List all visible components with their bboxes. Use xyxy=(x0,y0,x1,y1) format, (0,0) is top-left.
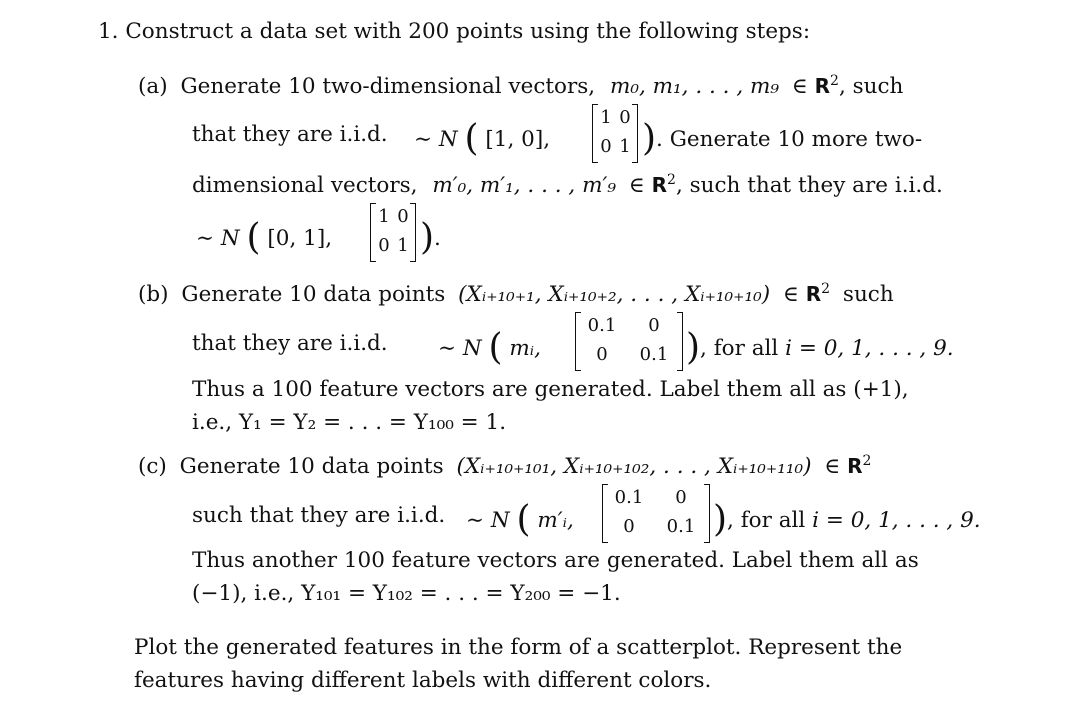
matrix-cell: 0.1 xyxy=(614,487,644,508)
part-c-label: (c) xyxy=(138,454,167,479)
part-a-label: (a) xyxy=(138,74,168,99)
part-a-l1-in: ∈ xyxy=(791,74,808,99)
matrix-cell: 0 xyxy=(600,136,612,157)
part-c-mean: m′ᵢ, xyxy=(537,508,574,533)
bracket-right xyxy=(677,312,683,371)
problem-header xyxy=(98,18,810,46)
matrix-cell: 1 xyxy=(600,107,612,128)
part-a-l2-text: that they are i.i.d. xyxy=(192,122,388,147)
part-a-l3-vars: m′₀, m′₁, . . . , m′₉ xyxy=(432,173,616,198)
matrix-cell: 1 xyxy=(378,206,390,227)
part-a-l1-vars: m₀, m₁, . . . , m₉ xyxy=(609,74,780,99)
part-c-l2-tail xyxy=(713,499,981,540)
matrix-cell: 0.1 xyxy=(666,516,696,537)
matrix-cell: 0 xyxy=(378,235,390,256)
real-space-symbol: R xyxy=(651,173,668,197)
bracket-left xyxy=(370,203,376,262)
problem-intro: Construct a data set with 200 points using the following steps: xyxy=(125,19,811,44)
part-a-line-3: dimensional vectors, m′₀, m′₁, . . . , m′₉ ∈ $R^2$, such that they are i.i.d. xyxy=(192,172,943,198)
matrix-cell: 0 xyxy=(648,315,660,336)
part-b-label: (b) xyxy=(138,282,169,307)
part-c-l3: Thus another 100 feature vectors are generated. Label them all as xyxy=(192,548,919,573)
part-c-dist xyxy=(466,499,574,540)
normal-dist-symbol: ∼ N xyxy=(438,336,482,361)
part-c-l1-tuple: (Xᵢ₊₁₀₊₁₀₁, Xᵢ₊₁₀₊₁₀₂, . . . , Xᵢ₊₁₀₊₁₁₀) xyxy=(456,454,812,479)
open-paren: ( xyxy=(488,327,503,368)
close-paren: ) xyxy=(686,327,701,368)
part-b-l1-tuple: (Xᵢ₊₁₀₊₁, Xᵢ₊₁₀₊₂, . . . , Xᵢ₊₁₀₊₁₀) xyxy=(458,282,771,307)
normal-dist-symbol: ∼ N xyxy=(466,508,510,533)
bracket-right xyxy=(704,484,710,543)
part-c-line-1 xyxy=(138,452,871,481)
dimension-exponent: 2 xyxy=(667,172,676,188)
part-a-l2-tail xyxy=(642,118,923,159)
matrix-cell: 0 xyxy=(619,107,631,128)
matrix-cell: 0 xyxy=(623,516,635,537)
part-a-matrix-1 xyxy=(592,104,638,164)
part-b-l2-range: i = 0, 1, . . . , 9. xyxy=(785,336,954,361)
part-c-l1-text: Generate 10 data points xyxy=(179,454,444,479)
part-a-l1-dim: 2 xyxy=(830,73,839,89)
part-b-l1-text: Generate 10 data points xyxy=(181,282,446,307)
element-of-symbol: ∈ xyxy=(782,282,799,307)
element-of-symbol: ∈ xyxy=(628,173,645,198)
part-a-l2-end: . Generate 10 more two- xyxy=(656,127,923,152)
bracket-right xyxy=(410,203,416,262)
open-paren: ( xyxy=(516,499,531,540)
part-a-dist-2 xyxy=(196,217,333,258)
dimension-exponent: 2 xyxy=(821,281,831,297)
part-a-l1-space: R xyxy=(814,74,831,98)
close-paren: ) xyxy=(420,217,435,258)
part-a-l1-end: , such xyxy=(838,74,904,99)
real-space-symbol: R xyxy=(805,282,822,306)
part-b-l1-end: such xyxy=(842,282,894,307)
normal-dist-symbol: ∼ N xyxy=(414,127,458,152)
part-a-l3-text: dimensional vectors, xyxy=(192,173,418,198)
part-b-l2-text: that they are i.i.d. xyxy=(192,331,388,356)
part-a-matrix-2 xyxy=(370,203,416,263)
part-a-dist-2-close: ). xyxy=(420,217,441,258)
close-paren: ) xyxy=(713,499,728,540)
part-a-l1-text: Generate 10 two-dimensional vectors, xyxy=(180,74,596,99)
normal-dist-symbol: ∼ N xyxy=(196,226,240,251)
real-space-symbol: R xyxy=(847,454,863,478)
part-a-l3-end: such that they are i.i.d. xyxy=(689,173,943,198)
matrix-cell: 0 xyxy=(596,344,608,365)
matrix-cell: 0.1 xyxy=(587,315,617,336)
part-b-l4: i.e., Y₁ = Y₂ = . . . = Y₁₀₀ = 1. xyxy=(192,410,507,435)
matrix-cell: 0 xyxy=(675,487,687,508)
part-c-matrix xyxy=(602,484,710,544)
part-b-line-1 xyxy=(138,280,894,309)
element-of-symbol: ∈ xyxy=(824,454,841,479)
matrix-cell: 1 xyxy=(619,136,631,157)
part-c-l2-text: such that they are i.i.d. xyxy=(192,503,446,528)
part-b-l2-for: , for all xyxy=(700,336,779,361)
open-paren: ( xyxy=(464,118,479,159)
part-a-mean-2: [0, 1], xyxy=(267,226,333,251)
matrix-cell: 0.1 xyxy=(639,344,669,365)
part-c-l4: (−1), i.e., Y₁₀₁ = Y₁₀₂ = . . . = Y₂₀₀ = −1. xyxy=(192,581,621,606)
part-a-line-1 xyxy=(138,72,903,101)
closing-line-1: Plot the generated features in the form of a scatterplot. Represent the xyxy=(134,635,903,660)
part-b-dist xyxy=(438,327,541,368)
part-c-l2-range: i = 0, 1, . . . , 9. xyxy=(812,508,981,533)
closing-line-2: features having different labels with different colors. xyxy=(134,668,712,693)
part-b-matrix xyxy=(575,312,683,372)
part-b-mean: mᵢ, xyxy=(509,336,541,361)
open-paren: ( xyxy=(246,217,261,258)
matrix-cell: 0 xyxy=(397,206,409,227)
bracket-left xyxy=(592,104,598,163)
dimension-exponent: 2 xyxy=(862,453,872,469)
bracket-right xyxy=(632,104,638,163)
part-c-l2-for: , for all xyxy=(727,508,806,533)
part-b-l2-tail xyxy=(686,327,954,368)
part-a-mean-1: [1, 0], xyxy=(485,127,551,152)
close-paren: ) xyxy=(642,118,657,159)
matrix-cell: 1 xyxy=(397,235,409,256)
problem-number: 1. xyxy=(98,19,119,44)
part-a-dist-1 xyxy=(414,118,551,159)
part-b-l3: Thus a 100 feature vectors are generated. Label them all as (+1), xyxy=(192,377,909,402)
